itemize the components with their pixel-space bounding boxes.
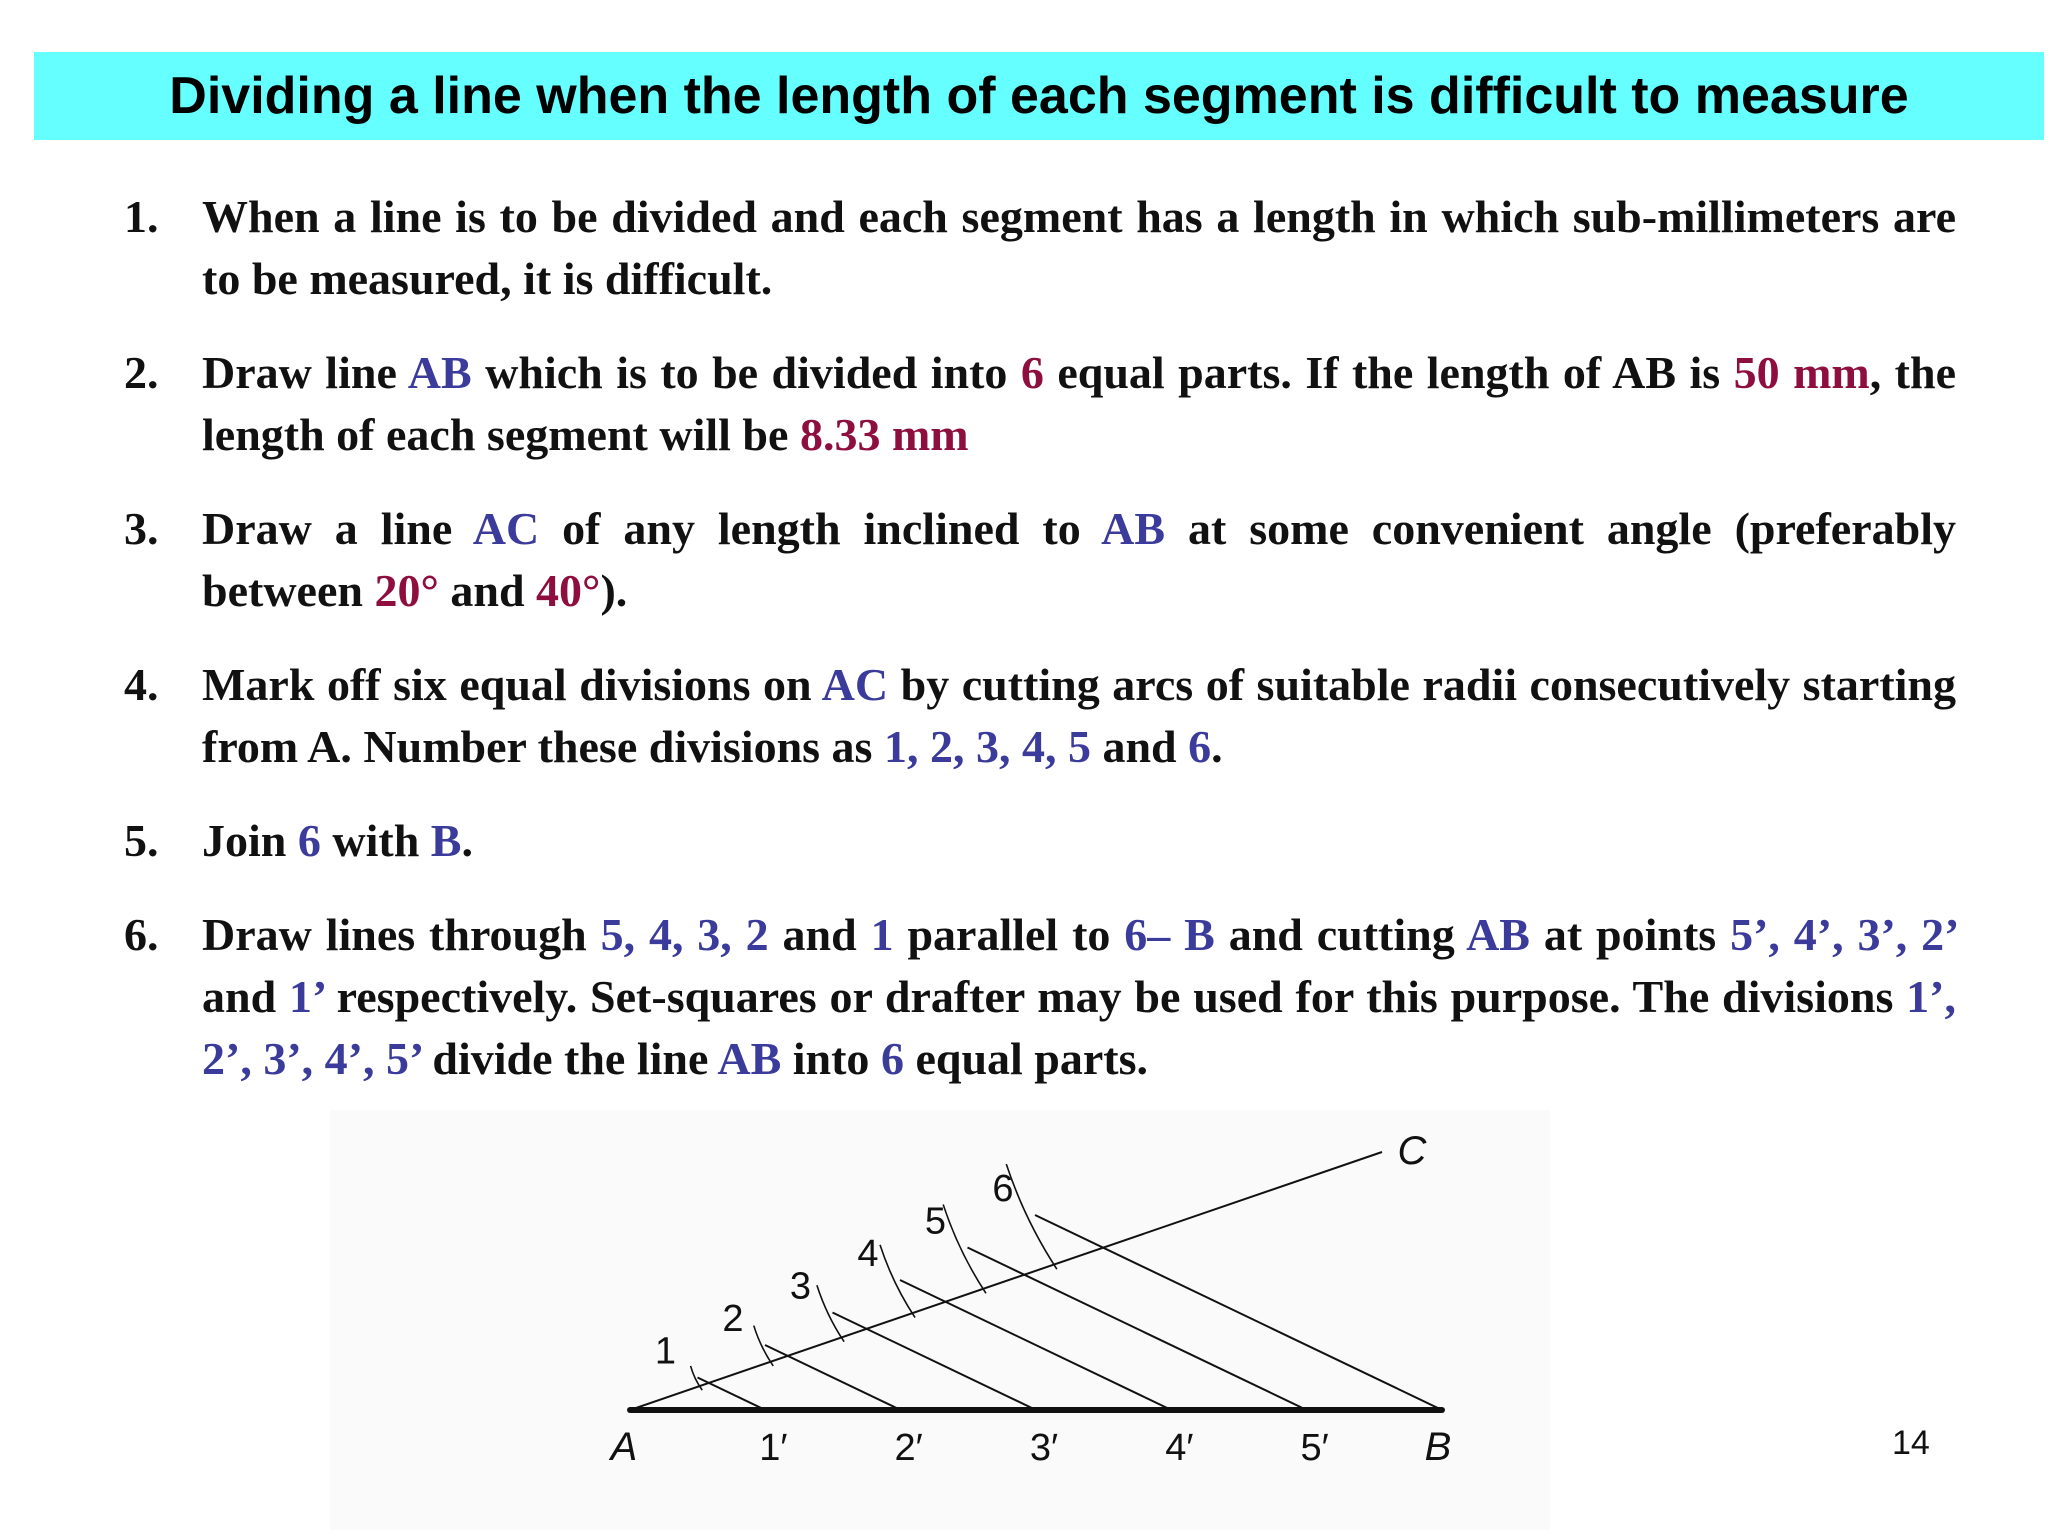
point-b-label: B xyxy=(1424,1425,1452,1469)
step-text-run: , the length of each segment will be xyxy=(202,347,1956,460)
step-item xyxy=(124,342,1956,466)
step-item xyxy=(124,904,1956,1090)
step-text-run: equal parts. If the length of AB is xyxy=(1043,347,1734,398)
step-text-run: at points xyxy=(1529,909,1731,960)
projected-point-label: 2′ xyxy=(894,1427,923,1469)
step-text xyxy=(202,659,1956,772)
step-text-run: by cutting arcs of suitable radii consecutively starting from A. Number these divisions as xyxy=(202,659,1956,772)
step-number: 3. xyxy=(124,503,159,554)
step-text-run: and xyxy=(768,909,871,960)
step-text-run: Draw a line xyxy=(202,503,473,554)
slide-title: Dividing a line when the length of each segment is difficult to measure xyxy=(169,67,1909,125)
projected-point-label: 4′ xyxy=(1165,1427,1194,1469)
step-text-run: at some convenient angle (preferably between xyxy=(202,503,1956,616)
division-label: 1 xyxy=(654,1330,677,1373)
step-text-run: . xyxy=(461,815,473,866)
step-text-run: and cutting xyxy=(1214,909,1467,960)
step-text-run: 20° xyxy=(374,565,439,616)
division-label: 2 xyxy=(722,1298,744,1340)
step-number: 1. xyxy=(124,191,159,242)
step-text-run: AB xyxy=(1101,503,1166,554)
step-text-run: and xyxy=(1090,721,1189,772)
step-item xyxy=(124,654,1956,778)
step-text-run: 1’ xyxy=(288,971,324,1022)
parallel-line xyxy=(900,1280,1171,1410)
step-text-run: 8.33 mm xyxy=(799,409,969,460)
step-text-run: Join xyxy=(202,815,298,866)
step-text-run: 6 xyxy=(880,1033,904,1084)
step-text xyxy=(202,503,1956,616)
step-text xyxy=(202,347,1956,460)
division-label: 3 xyxy=(789,1265,812,1308)
step-text xyxy=(202,191,1956,304)
step-text-run: 6 xyxy=(1020,347,1044,398)
step-number: 4. xyxy=(124,659,159,710)
step-text-run: 6– B xyxy=(1124,909,1215,960)
division-arc xyxy=(1006,1164,1057,1269)
step-text-run: 5’, 4’, 3’, 2’ xyxy=(1730,909,1957,960)
division-arc xyxy=(880,1245,915,1318)
step-text-run: 1’, 2’, 3’, 4’, 5’ xyxy=(202,971,1956,1084)
division-arc xyxy=(943,1204,986,1293)
step-text-run: AC xyxy=(472,503,540,554)
division-labels xyxy=(655,1168,1014,1373)
step-item xyxy=(124,498,1956,622)
step-text-run: and xyxy=(438,565,537,616)
projected-labels xyxy=(759,1427,1329,1469)
step-text-run: into xyxy=(781,1033,881,1084)
parallel-line xyxy=(968,1248,1307,1411)
point-c-label: C xyxy=(1397,1129,1427,1173)
projected-point-label: 1′ xyxy=(759,1427,788,1469)
projected-point-label: 5′ xyxy=(1300,1427,1329,1469)
step-text-run: AC xyxy=(821,659,889,710)
division-label: 5 xyxy=(924,1200,947,1243)
step-text-run: 6 xyxy=(297,815,321,866)
step-text-run: B xyxy=(430,815,462,866)
step-item xyxy=(124,186,1956,310)
step-item xyxy=(124,810,1956,872)
slide-title-banner xyxy=(34,52,2044,140)
division-label: 4 xyxy=(857,1233,879,1275)
construction-lines xyxy=(698,1215,1443,1410)
step-text-run: equal parts. xyxy=(903,1033,1149,1084)
step-text-run: Draw lines through xyxy=(202,909,601,960)
step-text-run: parallel to xyxy=(893,909,1125,960)
step-text-run: Mark off six equal divisions on xyxy=(202,659,822,710)
step-text-run: 40° xyxy=(536,565,601,616)
step-text-run: 6 xyxy=(1188,721,1212,772)
step-text-run: ). xyxy=(600,565,628,616)
division-arc xyxy=(817,1285,844,1342)
step-number: 6. xyxy=(124,909,159,960)
division-arc xyxy=(754,1326,773,1366)
step-text-run: respectively. Set-squares or drafter may be used for this purpose. The divisions xyxy=(323,971,1907,1022)
step-text-run: AB xyxy=(1466,909,1530,960)
step-text xyxy=(202,909,1956,1084)
step-text-run: with xyxy=(320,815,431,866)
parallel-line xyxy=(833,1313,1037,1411)
step-text-run: When a line is to be divided and each segment has a length in which sub-millimeters are to be measured, it is difficult. xyxy=(202,191,1956,304)
construction-figure xyxy=(330,1110,1550,1530)
step-text-run: 5, 4, 3, 2 xyxy=(600,909,769,960)
step-text-run: AB xyxy=(717,1033,782,1084)
step-text-run: 1 xyxy=(870,909,894,960)
instruction-list xyxy=(124,186,1956,1122)
step-number: 5. xyxy=(124,815,159,866)
step-text-run: AB xyxy=(407,347,472,398)
point-a-label: A xyxy=(610,1425,638,1469)
page-number: 14 xyxy=(1892,1424,1930,1462)
division-label: 6 xyxy=(992,1168,1014,1210)
step-text-run: Draw line xyxy=(202,347,408,398)
step-text-run: 50 mm xyxy=(1733,347,1870,398)
step-text-run: of any length inclined to xyxy=(539,503,1102,554)
step-text xyxy=(202,815,473,866)
projected-point-label: 3′ xyxy=(1029,1427,1059,1469)
parallel-line xyxy=(765,1345,901,1410)
step-text-run: . xyxy=(1211,721,1223,772)
parallel-line xyxy=(1035,1215,1442,1410)
step-text-run: which is to be divided into xyxy=(471,347,1021,398)
step-text-run: and xyxy=(202,971,289,1022)
line-division-diagram xyxy=(330,1110,1550,1530)
step-number: 2. xyxy=(124,347,159,398)
step-text-run: divide the line xyxy=(420,1033,718,1084)
step-text-run: 1, 2, 3, 4, 5 xyxy=(883,721,1091,772)
